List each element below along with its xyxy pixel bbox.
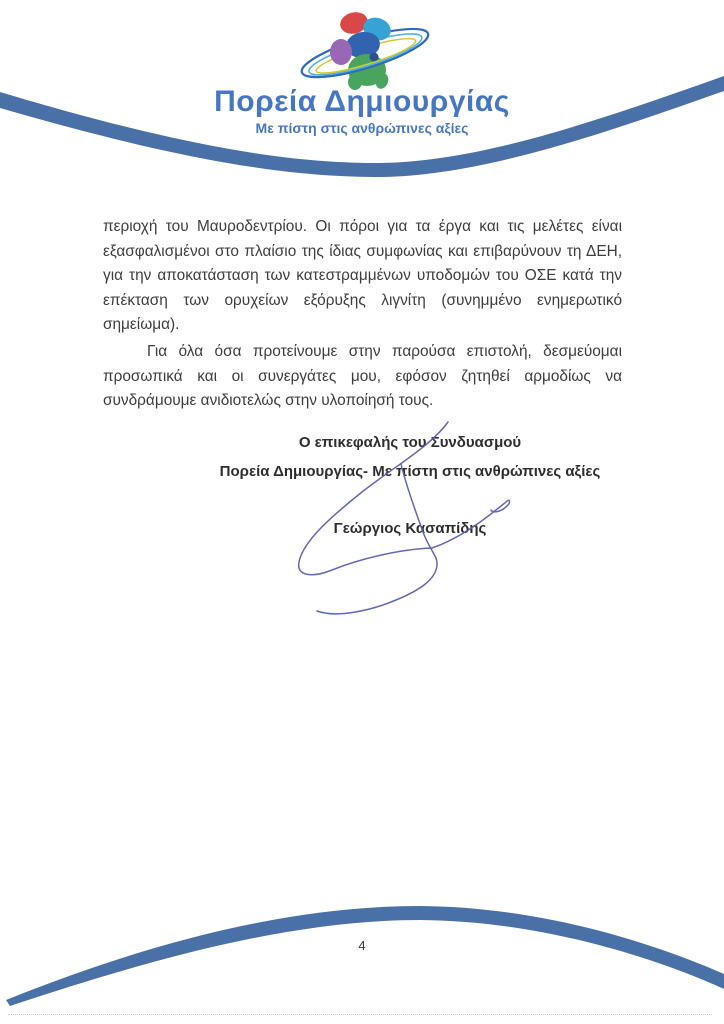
signatory-name: Γεώργιος Κασαπίδης [333, 520, 487, 537]
signature-party-line: Πορεία Δημιουργίας- Με πίστη στις ανθρώπινες αξίες [219, 463, 601, 480]
page-number: 4 [358, 938, 366, 953]
letter-body [103, 215, 622, 416]
body-paragraph-1: περιοχή του Μαυροδεντρίου. Οι πόροι για τα έργα και τις μελέτες είναι εξασφαλισμένοι στο πλαίσιο της ίδιας συμφωνίας και επιβαρύνουν τη ΔΕΗ, για την αποκατάσταση των κατεστραμμένων υποδομών του ΟΣΕ κατά την επέκταση των ορυχείων εξόρυξης λιγνίτη (συνημμένο ενημερωτικό σημείωμα). [103, 218, 622, 334]
signature-role-line: Ο επικεφαλής του Συνδυασμού [298, 434, 522, 451]
body-paragraph-2: Για όλα όσα προτείνουμε στην παρούσα επιστολή, δεσμεύομαι προσωπικά και οι συνεργάτες μου, εφόσον ζητηθεί αρμοδίως να συνδράμουμε ανιδιοτελώς στην υλοποίησή τους. [103, 342, 622, 410]
page-subtitle: Με πίστη στις ανθρώπινες αξίες [255, 120, 469, 136]
page-title: Πορεία Δημιουργίας [214, 85, 510, 118]
scan-artifact-line [8, 1014, 712, 1015]
